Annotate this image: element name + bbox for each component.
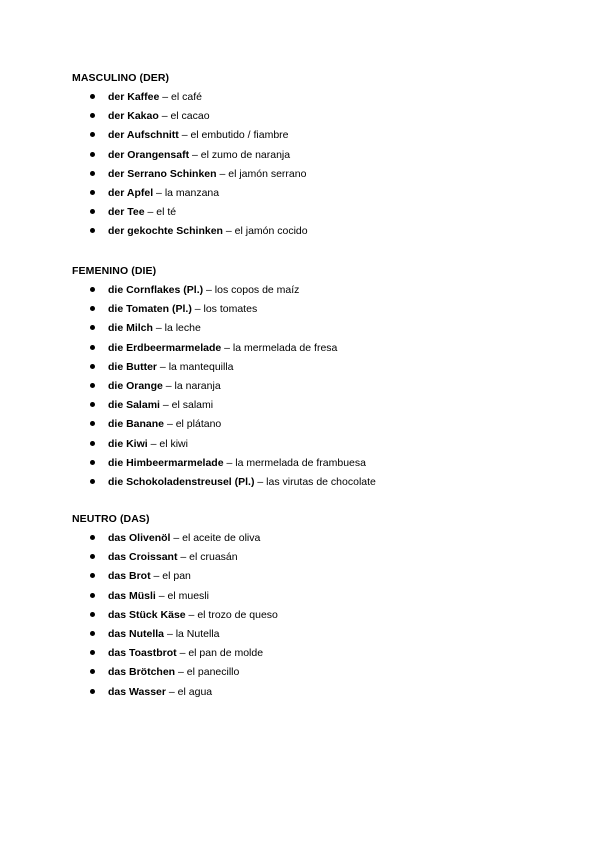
list-item <box>72 148 552 167</box>
bullet-icon <box>90 631 95 636</box>
spanish-translation: los tomates <box>203 303 258 316</box>
german-term: die Milch <box>108 322 153 335</box>
list-item <box>72 627 552 646</box>
separator: – <box>170 532 183 544</box>
section-femenino <box>72 264 552 494</box>
german-term: die Orange <box>108 379 163 392</box>
spanish-translation: la mermelada de fresa <box>232 341 338 354</box>
german-term: das Olivenöl <box>108 532 171 544</box>
separator: – <box>191 303 204 316</box>
bullet-icon <box>90 364 95 369</box>
separator: – <box>157 360 169 373</box>
section-masculino <box>72 71 552 244</box>
list-item <box>72 283 552 302</box>
german-term: der Orangensaft <box>108 148 190 161</box>
list-item <box>72 665 552 684</box>
separator: – <box>189 148 201 161</box>
separator: – <box>175 666 187 679</box>
german-term: die Tomaten (Pl.) <box>108 303 192 316</box>
german-term: das Brot <box>108 570 151 583</box>
german-term: der Tee <box>108 206 145 219</box>
bullet-icon <box>90 535 95 540</box>
spanish-translation: el zumo de naranja <box>200 148 291 161</box>
spanish-translation: el té <box>156 206 177 219</box>
spanish-translation: el agua <box>177 685 213 698</box>
spanish-translation: el pan de molde <box>188 647 264 660</box>
spanish-translation: la manzana <box>164 186 220 199</box>
separator: – <box>223 456 236 469</box>
list-item <box>72 569 552 588</box>
spanish-translation: el jamón serrano <box>228 167 307 180</box>
bullet-icon <box>90 228 95 233</box>
list-item <box>72 90 552 109</box>
spanish-translation: el salami <box>171 399 214 412</box>
bullet-icon <box>90 573 95 578</box>
separator: – <box>155 589 168 602</box>
separator: – <box>185 608 198 621</box>
german-term: die Cornflakes (Pl.) <box>108 284 204 296</box>
german-term: der Serrano Schinken <box>108 167 217 180</box>
bullet-icon <box>90 152 95 157</box>
list-item <box>72 128 552 147</box>
german-term: das Nutella <box>108 627 165 640</box>
bullet-icon <box>90 171 95 176</box>
separator: – <box>150 570 163 583</box>
separator: – <box>203 284 215 296</box>
bullet-icon <box>90 402 95 407</box>
list-item <box>72 109 552 128</box>
bullet-icon <box>90 460 95 465</box>
list-item <box>72 302 552 321</box>
separator: – <box>177 551 190 564</box>
section-heading: NEUTRO (DAS) <box>72 513 150 525</box>
spanish-translation: el pan <box>162 570 191 583</box>
german-term: das Brötchen <box>108 666 176 679</box>
spanish-translation: el muesli <box>167 589 209 602</box>
bullet-icon <box>90 689 95 694</box>
separator: – <box>152 322 165 335</box>
spanish-translation: el jamón cocido <box>234 225 308 238</box>
list-item <box>72 224 552 243</box>
german-term: die Erdbeermarmelade <box>108 341 222 354</box>
list-item <box>72 167 552 186</box>
bullet-icon <box>90 113 95 118</box>
separator: – <box>216 167 229 180</box>
bullet-icon <box>90 383 95 388</box>
spanish-translation: los copos de maíz <box>214 284 300 296</box>
separator: – <box>221 341 233 354</box>
german-term: der gekochte Schinken <box>108 225 223 238</box>
list-item <box>72 205 552 224</box>
section-neutro <box>72 512 552 704</box>
list-item <box>72 685 552 704</box>
separator: – <box>176 647 189 660</box>
bullet-icon <box>90 306 95 311</box>
list-item <box>72 398 552 417</box>
list-item <box>72 360 552 379</box>
bullet-icon <box>90 612 95 617</box>
spanish-translation: el cruasán <box>189 551 238 564</box>
bullet-icon <box>90 593 95 598</box>
german-term: das Müsli <box>108 589 156 602</box>
german-term: das Toastbrot <box>108 647 177 660</box>
list-item <box>72 589 552 608</box>
bullet-icon <box>90 421 95 426</box>
bullet-icon <box>90 287 95 292</box>
list-item <box>72 417 552 436</box>
german-term: die Schokoladenstreusel (Pl.) <box>108 475 255 488</box>
spanish-translation: la mermelada de frambuesa <box>235 456 366 469</box>
spanish-translation: el trozo de queso <box>197 608 278 621</box>
section-heading: FEMENINO (DIE) <box>72 265 157 277</box>
list-item <box>72 437 552 456</box>
german-term: das Stück Käse <box>108 608 186 621</box>
separator: – <box>164 627 176 640</box>
separator: – <box>178 129 191 142</box>
list-item <box>72 646 552 665</box>
separator: – <box>159 399 172 412</box>
list-item <box>72 379 552 398</box>
list-item <box>72 475 552 494</box>
separator: – <box>222 225 235 238</box>
spanish-translation: el embutido / fiambre <box>190 129 289 142</box>
separator: – <box>158 110 171 123</box>
spanish-translation: el plátano <box>175 418 222 431</box>
list-item <box>72 531 552 550</box>
spanish-translation: la leche <box>164 322 201 335</box>
spanish-translation: la Nutella <box>175 627 220 640</box>
german-term: die Butter <box>108 360 158 373</box>
spanish-translation: el aceite de oliva <box>182 532 261 544</box>
vocab-list <box>72 531 552 704</box>
bullet-icon <box>90 345 95 350</box>
separator: – <box>165 685 178 698</box>
bullet-icon <box>90 132 95 137</box>
vocab-list <box>72 283 552 494</box>
separator: – <box>147 437 160 450</box>
separator: – <box>162 379 175 392</box>
separator: – <box>153 186 165 199</box>
list-item <box>72 321 552 340</box>
separator: – <box>159 91 172 103</box>
bullet-icon <box>90 441 95 446</box>
german-term: das Croissant <box>108 551 178 564</box>
list-item <box>72 550 552 569</box>
list-item <box>72 341 552 360</box>
separator: – <box>254 475 267 488</box>
german-term: die Banane <box>108 418 165 431</box>
spanish-translation: la mantequilla <box>168 360 234 373</box>
separator: – <box>164 418 176 431</box>
spanish-translation: el panecillo <box>186 666 240 679</box>
bullet-icon <box>90 209 95 214</box>
bullet-icon <box>90 479 95 484</box>
spanish-translation: el cacao <box>170 110 210 123</box>
bullet-icon <box>90 669 95 674</box>
section-heading: MASCULINO (DER) <box>72 72 170 84</box>
german-term: der Kaffee <box>108 91 160 103</box>
bullet-icon <box>90 650 95 655</box>
spanish-translation: el café <box>171 91 202 103</box>
german-term: der Aufschnitt <box>108 129 179 142</box>
bullet-icon <box>90 554 95 559</box>
german-term: der Apfel <box>108 186 154 199</box>
german-term: die Kiwi <box>108 437 148 450</box>
german-term: die Himbeermarmelade <box>108 456 224 469</box>
german-term: das Wasser <box>108 685 166 698</box>
bullet-icon <box>90 325 95 330</box>
german-term: der Kakao <box>108 110 159 123</box>
list-item <box>72 456 552 475</box>
separator: – <box>144 206 157 219</box>
vocab-list <box>72 90 552 244</box>
german-term: die Salami <box>108 399 160 412</box>
spanish-translation: la naranja <box>174 379 221 392</box>
spanish-translation: las virutas de chocolate <box>266 475 376 488</box>
bullet-icon <box>90 94 95 99</box>
spanish-translation: el kiwi <box>159 437 188 450</box>
list-item <box>72 186 552 205</box>
list-item <box>72 608 552 627</box>
bullet-icon <box>90 190 95 195</box>
